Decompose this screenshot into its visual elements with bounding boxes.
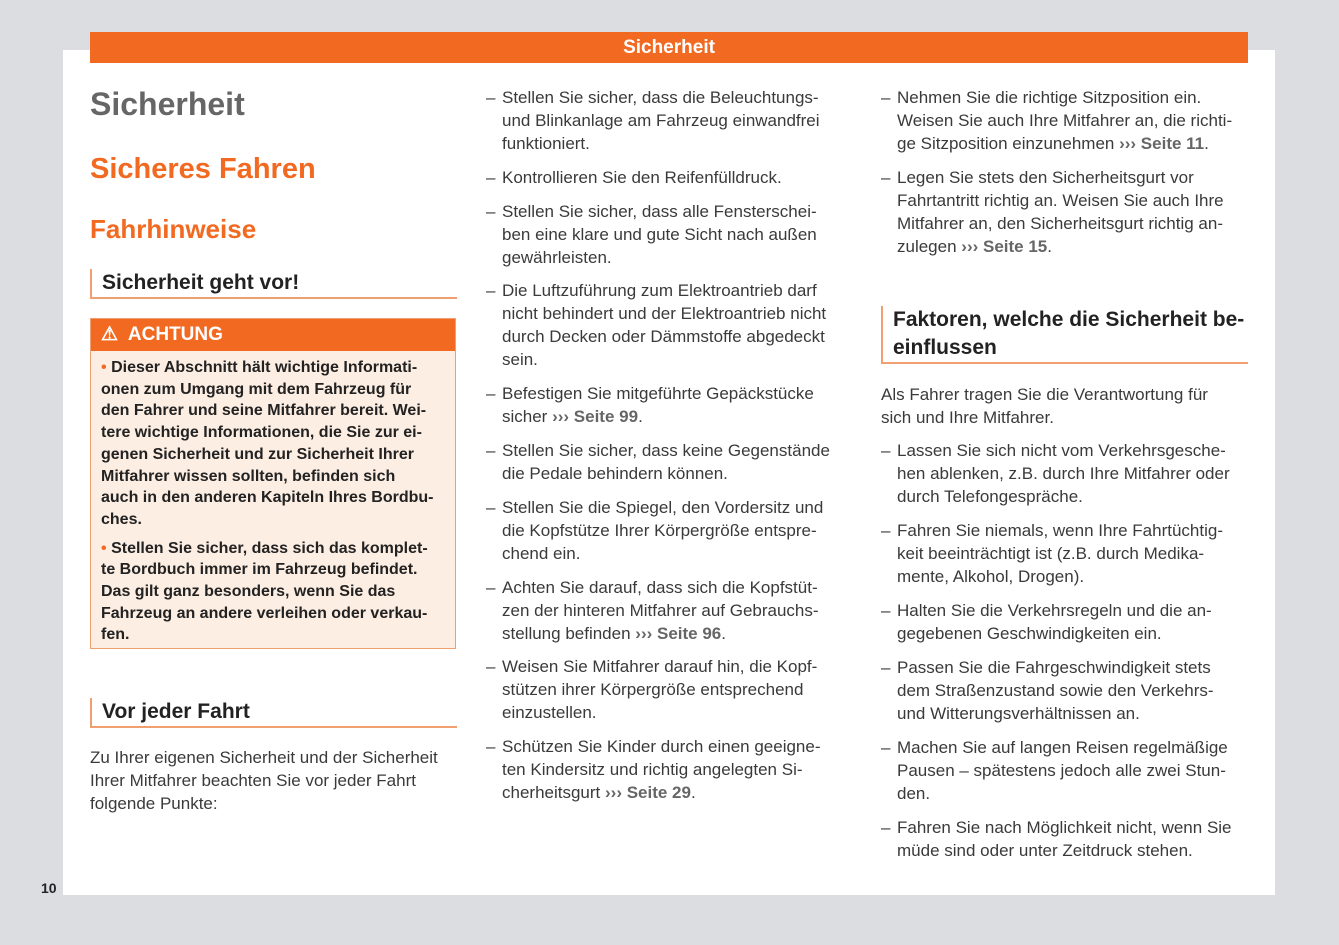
text-line: stützen ihrer Körpergröße entsprechend	[502, 680, 804, 699]
text-line: müde sind oder unter Zeitdruck stehen.	[897, 841, 1193, 860]
text-line	[101, 538, 445, 560]
line-text: Dieser Abschnitt hält wichtige Informati-	[111, 359, 418, 376]
text-line: Legen Sie stets den Sicherheitsgurt vor	[897, 168, 1194, 187]
text-line: durch Decken oder Dämmstoffe abgedeckt	[502, 327, 825, 346]
dash-marker: –	[881, 818, 891, 837]
heading-vor-jeder-fahrt: Vor jeder Fahrt	[90, 698, 457, 728]
text-line: Kontrollieren Sie den Reifenfülldruck.	[502, 168, 782, 187]
text-line: ches.	[101, 510, 142, 528]
text-line: tere wichtige Informationen, die Sie zur ei-	[101, 424, 422, 442]
list-item	[486, 735, 821, 804]
list-item-text	[502, 576, 819, 645]
list-item-text	[502, 86, 820, 155]
text-line	[502, 622, 819, 645]
line-punct: .	[638, 407, 643, 426]
list-item-text	[502, 735, 821, 804]
dash-marker: –	[486, 202, 496, 221]
text-line: die Kopfstütze Ihrer Körpergröße entspre-	[502, 521, 817, 540]
line-text: stellung befinden	[502, 624, 636, 643]
list-item-text	[897, 86, 1232, 155]
text-line: funktioniert.	[502, 134, 590, 153]
list-item-text	[897, 816, 1232, 862]
text-line: ten Kindersitz und richtig angelegten Si-	[502, 760, 803, 779]
text-line: Das gilt ganz besonders, wenn Sie das	[101, 583, 396, 601]
heading-faktoren	[881, 306, 1248, 364]
warning-paragraph	[101, 538, 445, 647]
dash-marker: –	[486, 281, 496, 300]
list-item-text	[897, 656, 1214, 725]
chapter-title: Sicherheit	[90, 86, 245, 122]
dash-marker: –	[486, 737, 496, 756]
heading-line: einflussen	[893, 336, 997, 359]
text-line	[502, 781, 821, 804]
list-item-text	[897, 599, 1212, 645]
text-line: die Pedale behindern können.	[502, 464, 728, 483]
line-text: cherheitsgurt	[502, 783, 605, 802]
text-line: gegebenen Geschwindigkeiten ein.	[897, 624, 1162, 643]
warning-body	[91, 351, 455, 646]
dash-marker: –	[881, 601, 891, 620]
page-reference-link[interactable]: ››› Seite 99	[552, 407, 639, 426]
list-item	[486, 576, 819, 645]
line-punct: .	[1047, 237, 1052, 256]
page-reference-link[interactable]: ››› Seite 29	[605, 783, 691, 802]
list-item	[881, 519, 1223, 588]
text-line: Die Luftzuführung zum Elektroantrieb darf	[502, 281, 817, 300]
dash-marker: –	[881, 658, 891, 677]
text-line: Mitfahrer wissen sollten, befinden sich	[101, 467, 396, 485]
dash-marker: –	[486, 88, 496, 107]
list-item	[486, 655, 817, 724]
section-title: Sicheres Fahren	[90, 153, 316, 185]
list-item	[486, 86, 820, 155]
text-line: Als Fahrer tragen Sie die Verantwortung für	[881, 385, 1208, 404]
text-line: chend ein.	[502, 544, 581, 563]
text-line	[897, 132, 1232, 155]
list-item-text	[897, 439, 1230, 508]
text-line: mente, Alkohol, Drogen).	[897, 567, 1085, 586]
list-item	[881, 166, 1224, 258]
bullet-icon: •	[101, 539, 107, 557]
text-line: Nehmen Sie die richtige Sitzposition ein.	[897, 88, 1202, 107]
list-item	[486, 439, 830, 485]
text-line: zen der hinteren Mitfahrer auf Gebrauchs-	[502, 601, 819, 620]
text-line: Weisen Sie auch Ihre Mitfahrer an, die richti-	[897, 111, 1233, 130]
text-line: Stellen Sie sicher, dass die Beleuchtungs-	[502, 88, 819, 107]
line-text: zulegen	[897, 237, 962, 256]
text-line: Stellen Sie sicher, dass alle Fensterschei-	[502, 202, 817, 221]
list-item-text	[897, 519, 1223, 588]
text-line: Stellen Sie die Spiegel, den Vordersitz und	[502, 498, 824, 517]
list-item-text	[502, 279, 826, 371]
dash-marker: –	[881, 441, 891, 460]
text-line: Befestigen Sie mitgeführte Gepäckstücke	[502, 384, 814, 403]
dash-marker: –	[486, 578, 496, 597]
list-item-text	[502, 496, 823, 565]
text-line	[897, 235, 1224, 258]
text-line: folgende Punkte:	[90, 794, 218, 813]
text-line: nicht behindert und der Elektroantrieb nicht	[502, 304, 827, 323]
chapter-header-bar: Sicherheit	[90, 32, 1248, 63]
warning-paragraph	[101, 357, 445, 531]
text-line: keit beeinträchtigt ist (z.B. durch Medika-	[897, 544, 1205, 563]
intro-paragraph	[90, 746, 438, 815]
list-item	[486, 496, 823, 565]
warning-lines	[101, 357, 445, 531]
text-line: Fahren Sie nach Möglichkeit nicht, wenn Sie	[897, 818, 1232, 837]
text-line: genen Sicherheit und zur Sicherheit Ihrer	[101, 445, 414, 463]
subsection-title: Fahrhinweise	[90, 214, 257, 244]
list-item	[486, 166, 782, 189]
warning-lines	[101, 538, 445, 647]
text-line: Machen Sie auf langen Reisen regelmäßige	[897, 738, 1228, 757]
text-line: hen ablenken, z.B. durch Ihre Mitfahrer oder	[897, 464, 1230, 483]
list-item	[881, 86, 1232, 155]
line-punct: .	[1204, 134, 1209, 153]
dash-marker: –	[486, 498, 496, 517]
page-reference-link[interactable]: ››› Seite 15	[961, 237, 1048, 256]
warning-header	[91, 319, 455, 351]
warning-box	[90, 318, 456, 649]
text-line: den.	[897, 784, 931, 803]
text-line: sich und Ihre Mitfahrer.	[881, 408, 1054, 427]
dash-marker: –	[486, 384, 496, 403]
text-line: Stellen Sie sicher, dass keine Gegenstände	[502, 441, 830, 460]
list-item-text	[502, 655, 817, 724]
text-line: Fahren Sie niemals, wenn Ihre Fahrtüchtig-	[897, 521, 1223, 540]
list-item	[486, 382, 814, 428]
list-item-text	[502, 382, 814, 428]
dash-marker: –	[486, 168, 496, 187]
page-reference-link[interactable]: ››› Seite 11	[1119, 134, 1205, 153]
line-punct: .	[690, 783, 696, 802]
dash-marker: –	[881, 88, 891, 107]
line-text: ge Sitzposition einzunehmen	[897, 134, 1120, 153]
text-line: ben eine klare und gute Sicht nach außen	[502, 225, 817, 244]
text-line: Schützen Sie Kinder durch einen geeigne-	[502, 737, 821, 756]
list-item-text	[502, 200, 817, 269]
dash-marker: –	[486, 441, 496, 460]
line-text: sicher	[502, 407, 553, 426]
text-line: Fahrtantritt richtig an. Weisen Sie auch Ihre	[897, 191, 1224, 210]
text-line: onen zum Umgang mit dem Fahrzeug für	[101, 380, 412, 398]
factors-intro	[881, 383, 1208, 429]
text-line: fen.	[101, 626, 130, 644]
text-line: sein.	[502, 350, 538, 369]
list-item	[881, 656, 1214, 725]
heading-line: Faktoren, welche die Sicherheit be-	[893, 308, 1245, 331]
page-reference-link[interactable]: ››› Seite 96	[635, 624, 722, 643]
bullet-icon: •	[101, 359, 107, 376]
text-line: Pausen – spätestens jedoch alle zwei Stun-	[897, 761, 1226, 780]
line-text: Stellen Sie sicher, dass sich das komplet-	[111, 539, 428, 557]
list-item-text	[502, 439, 830, 485]
list-item-text	[897, 166, 1224, 258]
text-line: Ihrer Mitfahrer beachten Sie vor jeder Fahrt	[90, 771, 416, 790]
text-line: Zu Ihrer eigenen Sicherheit und der Sicherheit	[90, 748, 438, 767]
list-item-text	[897, 736, 1228, 805]
dash-marker: –	[881, 521, 891, 540]
text-line: dem Straßenzustand sowie den Verkehrs-	[897, 681, 1214, 700]
text-line: den Fahrer und seine Mitfahrer bereit. Wei-	[101, 402, 427, 420]
text-line: durch Telefongespräche.	[897, 487, 1083, 506]
text-line: Fahrzeug an andere verleihen oder verkau-	[101, 604, 428, 622]
text-line: Achten Sie darauf, dass sich die Kopfstüt-	[502, 578, 818, 597]
text-line: te Bordbuch immer im Fahrzeug befindet.	[101, 561, 418, 579]
dash-marker: –	[881, 738, 891, 757]
text-line: gewährleisten.	[502, 248, 612, 267]
text-line: einzustellen.	[502, 703, 597, 722]
list-item	[486, 279, 826, 371]
list-item	[881, 736, 1228, 805]
text-line: Lassen Sie sich nicht vom Verkehrsgesche-	[897, 441, 1226, 460]
text-line: und Witterungsverhältnissen an.	[897, 704, 1140, 723]
list-item-text	[502, 166, 782, 189]
list-item	[881, 439, 1230, 508]
heading-sicherheit-geht-vor: Sicherheit geht vor!	[90, 269, 457, 299]
warning-triangle-icon: ⚠	[101, 324, 119, 345]
dash-marker: –	[486, 657, 496, 676]
text-line: Passen Sie die Fahrgeschwindigkeit stets	[897, 658, 1211, 677]
text-line	[502, 405, 814, 428]
text-line: und Blinkanlage am Fahrzeug einwandfrei	[502, 111, 820, 130]
list-item	[486, 200, 817, 269]
list-item	[881, 599, 1212, 645]
dash-marker: –	[881, 168, 891, 187]
line-punct: .	[721, 624, 726, 643]
text-line	[101, 357, 445, 379]
text-line: Weisen Sie Mitfahrer darauf hin, die Kopf-	[502, 657, 818, 676]
warning-label: ACHTUNG	[127, 324, 223, 345]
list-item	[881, 816, 1232, 862]
text-line: Mitfahrer an, den Sicherheitsgurt richtig an-	[897, 214, 1223, 233]
text-line: auch in den anderen Kapiteln Ihres Bordbu-	[101, 489, 434, 507]
page-number: 10	[41, 880, 57, 896]
text-line: Halten Sie die Verkehrsregeln und die an-	[897, 601, 1212, 620]
